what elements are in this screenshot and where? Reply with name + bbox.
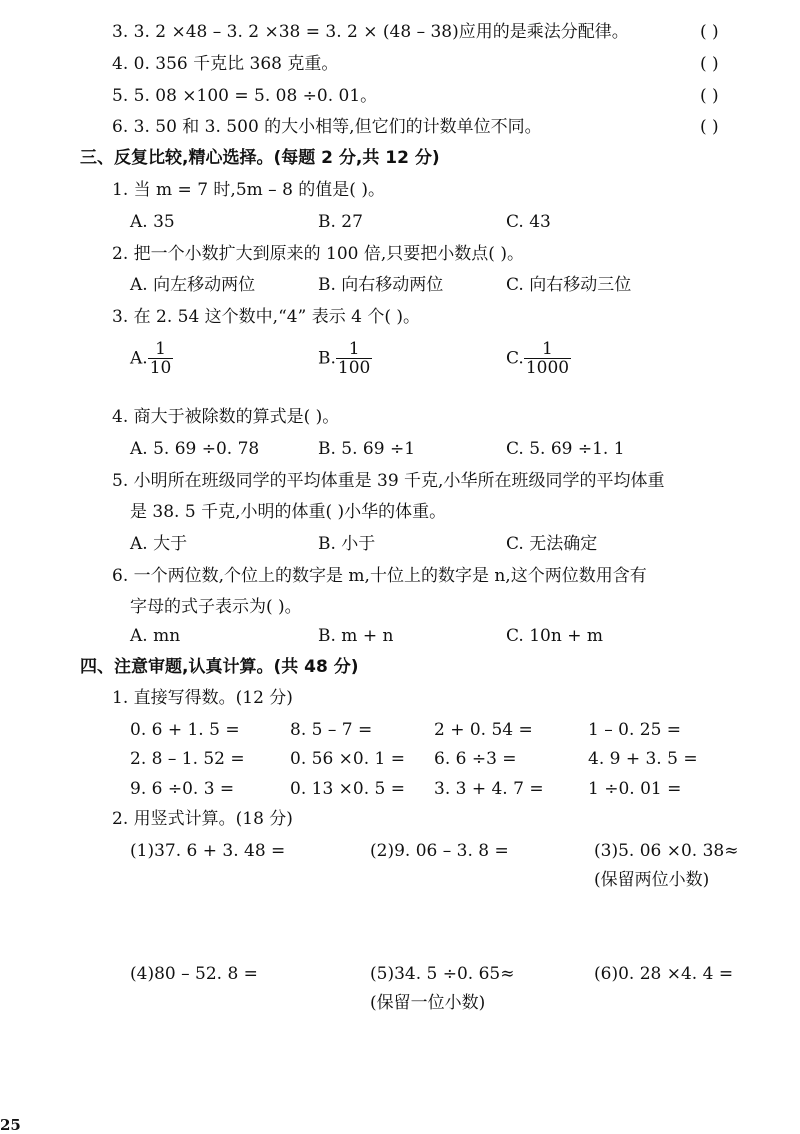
choice-q5-line2: 是 38. 5 千克,小明的体重( )小华的体重。 [130,502,447,522]
page-number: 25 [0,1116,21,1134]
fraction [336,340,372,377]
choice-q1-b[interactable]: B. 27 [318,212,363,232]
choice-q3-c[interactable] [506,338,571,379]
choice-q3-a[interactable] [130,338,173,379]
vertical-calc-4[interactable]: (4)80 – 52. 8 = [130,964,258,984]
choice-q6-a[interactable]: A. mn [130,626,181,646]
mental-calc-12[interactable]: 1 ÷0. 01 = [588,779,682,799]
calc-q1-title: 1. 直接写得数。(12 分) [112,688,293,708]
choice-q5-a[interactable]: A. 大于 [130,534,188,554]
numerator: 1 [542,339,553,359]
judge-item-3: 3. 3. 2 ×48 – 3. 2 ×38 = 3. 2 × (48 – 38)应用的是乘法分配律。 [112,22,629,42]
mental-calc-2[interactable]: 8. 5 – 7 = [290,720,373,740]
answer-paren-6[interactable]: ( ) [700,117,719,137]
answer-paren-4[interactable]: ( ) [700,54,719,74]
judge-item-6: 6. 3. 50 和 3. 500 的大小相等,但它们的计数单位不同。 [112,117,542,137]
choice-q5-line1: 5. 小明所在班级同学的平均体重是 39 千克,小华所在班级同学的平均体重 [112,471,665,491]
choice-q4-b[interactable]: B. 5. 69 ÷1 [318,439,416,459]
section-3-title: 三、反复比较,精心选择。(每题 2 分,共 12 分) [80,148,440,168]
choice-q2-c[interactable]: C. 向右移动三位 [506,275,632,295]
judge-item-5: 5. 5. 08 ×100 = 5. 08 ÷0. 01。 [112,86,378,106]
choice-q4-a[interactable]: A. 5. 69 ÷0. 78 [130,439,260,459]
vertical-calc-3[interactable]: (3)5. 06 ×0. 38≈ [594,841,739,861]
fraction [148,340,174,377]
choice-q3: 3. 在 2. 54 这个数中,“4” 表示 4 个( )。 [112,307,420,327]
answer-paren-5[interactable]: ( ) [700,86,719,106]
choice-q1-c[interactable]: C. 43 [506,212,551,232]
denominator: 10 [149,358,172,378]
mental-calc-1[interactable]: 0. 6 + 1. 5 = [130,720,240,740]
option-label: C. [506,348,524,369]
choice-q2-a[interactable]: A. 向左移动两位 [130,275,256,295]
denominator: 100 [337,358,371,378]
option-label: A. [130,348,148,369]
choice-q6-line1: 6. 一个两位数,个位上的数字是 m,十位上的数字是 n,这个两位数用含有 [112,566,647,586]
numerator: 1 [155,339,166,359]
mental-calc-11[interactable]: 3. 3 + 4. 7 = [434,779,544,799]
vertical-calc-5-note: (保留一位小数) [370,993,486,1013]
mental-calc-8[interactable]: 4. 9 + 3. 5 = [588,749,698,769]
answer-paren-3[interactable]: ( ) [700,22,719,42]
vertical-calc-6[interactable]: (6)0. 28 ×4. 4 = [594,964,734,984]
mental-calc-3[interactable]: 2 + 0. 54 = [434,720,533,740]
mental-calc-9[interactable]: 9. 6 ÷0. 3 = [130,779,235,799]
calc-q2-title: 2. 用竖式计算。(18 分) [112,809,293,829]
judge-item-4: 4. 0. 356 千克比 368 克重。 [112,54,339,74]
mental-calc-6[interactable]: 0. 56 ×0. 1 = [290,749,405,769]
choice-q5-b[interactable]: B. 小于 [318,534,376,554]
fraction [524,340,571,377]
vertical-calc-3-note: (保留两位小数) [594,870,710,890]
vertical-calc-2[interactable]: (2)9. 06 – 3. 8 = [370,841,509,861]
mental-calc-5[interactable]: 2. 8 – 1. 52 = [130,749,245,769]
choice-q3-b[interactable] [318,338,372,379]
mental-calc-4[interactable]: 1 – 0. 25 = [588,720,682,740]
option-label: B. [318,348,336,369]
choice-q1-a[interactable]: A. 35 [130,212,175,232]
section-4-title: 四、注意审题,认真计算。(共 48 分) [80,657,359,677]
choice-q6-c[interactable]: C. 10n + m [506,626,603,646]
choice-q5-c[interactable]: C. 无法确定 [506,534,598,554]
choice-q4-c[interactable]: C. 5. 69 ÷1. 1 [506,439,625,459]
choice-q6-line2: 字母的式子表示为( )。 [130,597,302,617]
numerator: 1 [348,339,360,359]
mental-calc-10[interactable]: 0. 13 ×0. 5 = [290,779,405,799]
choice-q4: 4. 商大于被除数的算式是( )。 [112,407,340,427]
choice-q2-b[interactable]: B. 向右移动两位 [318,275,444,295]
choice-q1: 1. 当 m = 7 时,5m – 8 的值是( )。 [112,180,385,200]
choice-q6-b[interactable]: B. m + n [318,626,394,646]
vertical-calc-1[interactable]: (1)37. 6 + 3. 48 = [130,841,286,861]
choice-q2: 2. 把一个小数扩大到原来的 100 倍,只要把小数点( )。 [112,244,524,264]
denominator: 1000 [525,358,570,378]
mental-calc-7[interactable]: 6. 6 ÷3 = [434,749,517,769]
vertical-calc-5[interactable]: (5)34. 5 ÷0. 65≈ [370,964,515,984]
